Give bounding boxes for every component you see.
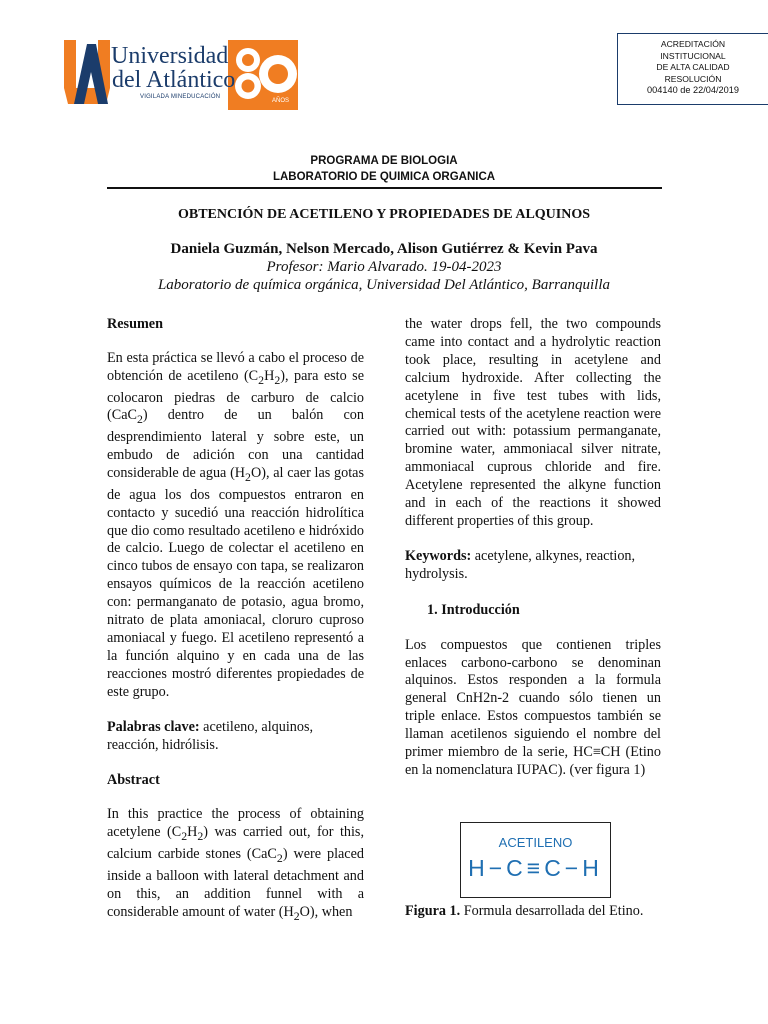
- accreditation-line: ACREDITACIÓN: [660, 39, 726, 49]
- paper-affiliation: Laboratorio de química orgánica, Universidad Del Atlántico, Barranquilla: [157, 277, 611, 293]
- logo-tagline: VIGILADA MINEDUCACIÓN: [140, 94, 221, 100]
- abstract-paragraph: In this practice the process of obtaining acetylene $(C_2H_2)$ was carried out, for this, calcium carbide stones (CaC$_2$) were placed inside a balloon with lateral detachment and on this, an addition funnel with a considerable amount of water $(H_2O)$, when: [107, 806, 364, 923]
- paper-authors: Daniela Guzmán, Nelson Mercado, Alison Gutiérrez & Kevin Pava: [170, 241, 598, 257]
- figure-acetylene: [460, 822, 611, 898]
- structural-formula: H−C≡C−H: [468, 855, 603, 881]
- accreditation-line: DE ALTA CALIDAD: [656, 62, 730, 72]
- university-logo: [62, 38, 302, 110]
- paper-professor: Profesor: Mario Alvarado. 19-04-2023: [266, 259, 502, 275]
- accreditation-line: INSTITUCIONAL: [660, 50, 726, 61]
- abstract-continued: the water drops fell, the two compounds came into contact and a hydrolytic reaction took place, resulting in acetylene and calcium hydroxide. After collecting the acetylene in five test tubes with lids, chemical tests of the acetylene reaction were carried out with: potassium permanganate, bromine water, ammoniacal silver nitrate, ammoniacal cuprous chloride and fire. Acetylene represented the alkyne function and in each of the reactions it showed different properties of this group.: [405, 316, 661, 529]
- logo-text-line1: Universidad: [111, 43, 229, 69]
- palabras-clave: Palabras clave: acetileno, alquinos, reacción, hidrólisis.: [107, 718, 314, 753]
- resumen-paragraph: En esta práctica se llevó a cabo el proceso de obtención de acetileno $(C_2H_2)$, para esto se colocaron piedras de carburo de calcio (CaC$_2$) dentro de un balón con desprendimiento lateral y sobre este, un embudo de adición con una cantidad considerable de agua $(H_2O)$, al caer las gotas de agua los dos compuestos entraron en contacto y sucedió una reacción hidrolítica que dio como resultado acetileno e hidróxido de calcio. Luego de colectar el acetileno en cinco tubos de ensayo con tapa, se realizaron ensayos químicos de la reacción acetileno con: permanganato de potasio, agua bromo, nitrato de plata amoniacal, cloruro cuproso amoniacal y fuego. El acetileno representó a la función alquino y en cada una de las reacciones mostró diferentes propiedades de este grupo.: [107, 349, 364, 700]
- accreditation-line: 004140 de 22/04/2019: [647, 85, 739, 95]
- logo-text-line2: del Atlántico: [112, 67, 236, 93]
- left-column: [107, 316, 364, 925]
- header-divider: [107, 187, 662, 189]
- abstract-heading: Abstract: [107, 772, 160, 789]
- accreditation-line: RESOLUCIÓN: [664, 73, 722, 84]
- figure-caption: Figura 1. Formula desarrollada del Etino.: [405, 903, 644, 919]
- accreditation-box: [617, 33, 768, 105]
- right-column: [405, 316, 661, 780]
- resumen-heading: Resumen: [107, 316, 163, 332]
- introduction-heading: 1. Introducción: [427, 601, 520, 618]
- lab-name: LABORATORIO DE QUIMICA ORGANICA: [272, 171, 496, 183]
- program-name: PROGRAMA DE BIOLOGIA: [310, 155, 458, 167]
- figure-label: ACETILENO: [498, 835, 573, 850]
- logo-years-label: AÑOS: [272, 98, 290, 104]
- introduction-paragraph: Los compuestos que contienen triples enlaces carbono-carbono se denominan alquinos. Estos responden a la formula general CnH2n-2 cuando sólo tienen un triple enlace. Estos compuestos también se llaman acetilenos siguiendo el nombre del primer miembro de la serie, HC≡CH (Etino en la nomenclatura IUPAC). (ver figura 1): [405, 636, 661, 778]
- keywords: Keywords: acetylene, alkynes, reaction, hydrolysis.: [405, 547, 636, 582]
- paper-title: OBTENCIÓN DE ACETILENO Y PROPIEDADES DE ALQUINOS: [177, 207, 591, 222]
